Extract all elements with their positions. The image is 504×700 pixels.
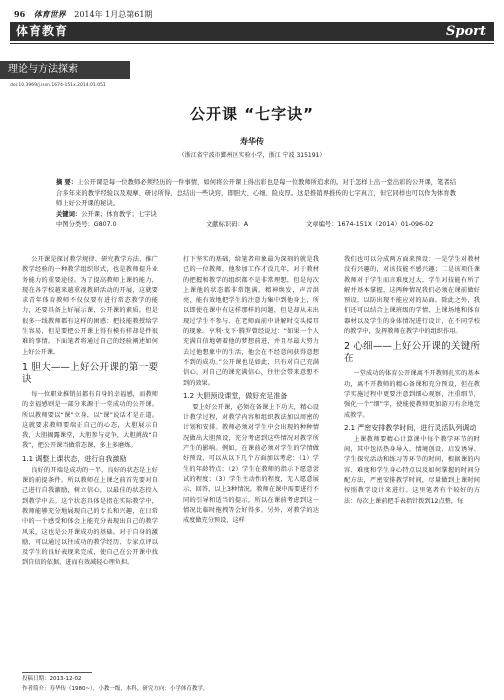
issue-info: 2014年 1月总第61期	[74, 10, 153, 19]
subsection-heading-2-1: 2.1 严密安排教学时间，进行灵活队列调动	[344, 423, 477, 432]
abstract-text: 上公开课是每一位教师必须经历的一件事情，如何将公开课上得出彩也是每一位教师所追求的。对于怎样上出一堂出彩的公开课，笔者结合多年来的教学经验以及观摩、研讨所得，总结出一些诀窍，即胆大、心细、险皮厚。这是推销界推传的七字真言，但它同样也可以作为体育教师上好公开课的秘诀。	[56, 179, 456, 207]
footnote-received: 投稿日期：2013-12-02	[22, 676, 82, 682]
article-no-value: 1674-151X（2014）01-096-02	[337, 221, 434, 228]
code-label: 文献标识码：	[206, 221, 244, 228]
doi: doi:10.3969/j.issn.1674-151x.2014.01.051	[10, 83, 106, 88]
footnote-rule	[22, 672, 92, 673]
keywords-text: 公开课；体育教学；七字诀	[81, 211, 157, 218]
page-number: 96	[14, 9, 26, 19]
band-english: Sport	[445, 24, 486, 39]
abstract	[56, 178, 456, 210]
paragraph: 良好的开端是成功的一半，良好的状态是上好课的前提条件。所以教师在上课之前首先要对自己进行自我激励，树立信心，以最佳的状态投入到教学中去。这个状态具体是指在实际教学中，教师能够充分地展现自己的专长和兴趣，在日常中的一个感受和体会上能充分表现出自己的教学风采，这也是公开课成功的基础。对于自身的激励，可以通过以往成功的教学经历、专家点评以及学生的良好表现来完成，使自己在公开课中找到自信的依据，进而有效减轻心理负担。	[22, 466, 158, 567]
header-rule	[10, 43, 494, 44]
section-heading-1: 1 胆大——上好公开课的第一要诀	[22, 361, 158, 385]
author-affiliation: （浙江省宁波市鄞州区实验小学，浙江 宁波 315191）	[178, 152, 326, 159]
section-tag: 理论与方法探索	[0, 61, 130, 79]
running-header	[14, 6, 490, 22]
paragraph: 上课教师要精心计算课中每个教学环节的时间，其中包括热身导入、情境创设、启发诱导、学生探究活动和练习等环节的时间，根据课的内容、难度和学生身心特点以及如何掌握的时间分配方法，严密安排教学时间，尽量做到上课时间按照教学设计来进行。这里笔者有个较好的方法：每次上课前把手表指针拨到12点整，每	[344, 435, 480, 505]
band-title: 体育教育	[16, 24, 69, 38]
journal-logo: 体育世界	[33, 9, 66, 19]
article-author: 寿华传	[240, 137, 264, 146]
subsection-heading-1-2: 1.2 大胆预设课堂，做好充足准备	[183, 391, 288, 400]
body-column-1	[22, 255, 158, 569]
article-title: 公开课 “七字诀”	[190, 105, 314, 123]
footnote-author-info: 作者简介：寿华传（1980~），小教一级，本科，研究方向：小学体育教学。	[22, 686, 209, 692]
paragraph: 我们也可以分成两方面来预设：一是学生对教材没有兴趣的，对该技能不感兴趣；二是该项任课教师对于学生而言难度过大，学生对技能有所了解并基本掌握，这两种情况我们必须在课前做好预设，以防出现不能应对的局面。除此之外，我们还可以结合上课班级的学情、上课场地和体育器材以及学生的身体情况进行设计，在不同学校的教学中，发挥教师在教学中的组织作用。	[344, 256, 480, 336]
header-band	[10, 22, 494, 41]
paragraph: 公开课是探讨教学规律、研究教学方法、推广教学经验的一种教学组织形式，也是教师提升业务能力的重要途径。为了提高教师上课的能力，现在各学校越来越重视教研活动的开展，这就要求青年体育教师不仅仅要有进行常态教学的能力，还要具备上好展示课、公开课的素质。但是很多一线教师都有这样的困惑：把技能教授给学生容易，但是要把公开课上得有模有样却是件很难的事情。下面笔者将通过自己的经验阐述如何上好公开课。	[22, 256, 158, 356]
keywords	[56, 210, 456, 221]
abstract-label: 摘 要：	[56, 179, 78, 186]
class-label: 中图分类号：	[56, 221, 94, 228]
paragraph: 打下坚实的基础，给笔者印象最为深刻的就是我已的一位教师，他参加工作才没几年，对于教材的把握和教学的组织都不是非常理想，但是每次上课他的状态都非常饱满，精神焕发，声音洪亮，能有效地把学生的注意力集中到他身上，所以即使在课中有这样那样的问题，但是却从未出现过学生不参与、在老师面前中讲解时交头接耳的现象。亨利·戈下·腾罗曾经说过：“如果一个人充满自信地朝着他的梦想前进，并且尽最大努力去过他想象中的生活，他会在不经意间获得意想不到的成功。”公开课也是如此，只有对自己充满信心，对自己的课充满信心，往往会带来意想不到的效果。	[183, 256, 319, 387]
paragraph: 每一位职业推销员都有自身的幸福感，而教师的幸福感则是一部分来源于一堂成功的公开课。所以教师要以“课”立身，以“课”说话才是正道。这就要求教师要端正自己的心态，大胆展示自我，大胆揭露课堂，大胆参与竞争，大胆挑战“自我”，把公开课当做常态课，多上多磨炼。	[22, 390, 158, 450]
body-column-3	[344, 255, 480, 507]
class-value: G807.0	[93, 221, 117, 228]
article-no-label: 文章编号：	[306, 221, 338, 228]
classification-line	[56, 220, 456, 231]
subsection-heading-1-1: 1.1 调整上课状态，进行自我激励	[22, 454, 127, 463]
section-heading-2: 2 心细——上好公开课的关键所在	[344, 341, 480, 365]
body-column-2	[183, 255, 319, 526]
paragraph: 一堂成功的体育公开课离不开教师扎实的基本功，离不开教师的精心备课和充分预设，但在教学实施过程中更要注意到细心观察，注重细节，强化一个“细”字，使能使教师更加游刃有余地完成教学。	[344, 370, 480, 419]
paragraph: 要上好公开课，必须在备课上下功夫，精心设计教学过程，对教学内容和组织教法加以周密的计划和安排。教师必须对学生中会出现的种种情况做出大胆预设，充分考虑到这些情况对教学所产生的影响。例如，在课前必须对学生的学情做好预设，可以从以下几个方面加以考虑：（1）学生的年龄特点；（2）学生在教师的指示下愿意尝试的程度；（3）学生主动性的程度，无人愿意展示、回答，以上3种情况，教师在课中需要进行不同的引导和适当的提示，所以在课前考虑到这一情况比临时拖拽等会好得多。另外，对教学的达成度做充分预设，这样	[183, 403, 319, 525]
keywords-label: 关键词：	[56, 211, 82, 218]
code-value: A	[243, 221, 249, 228]
